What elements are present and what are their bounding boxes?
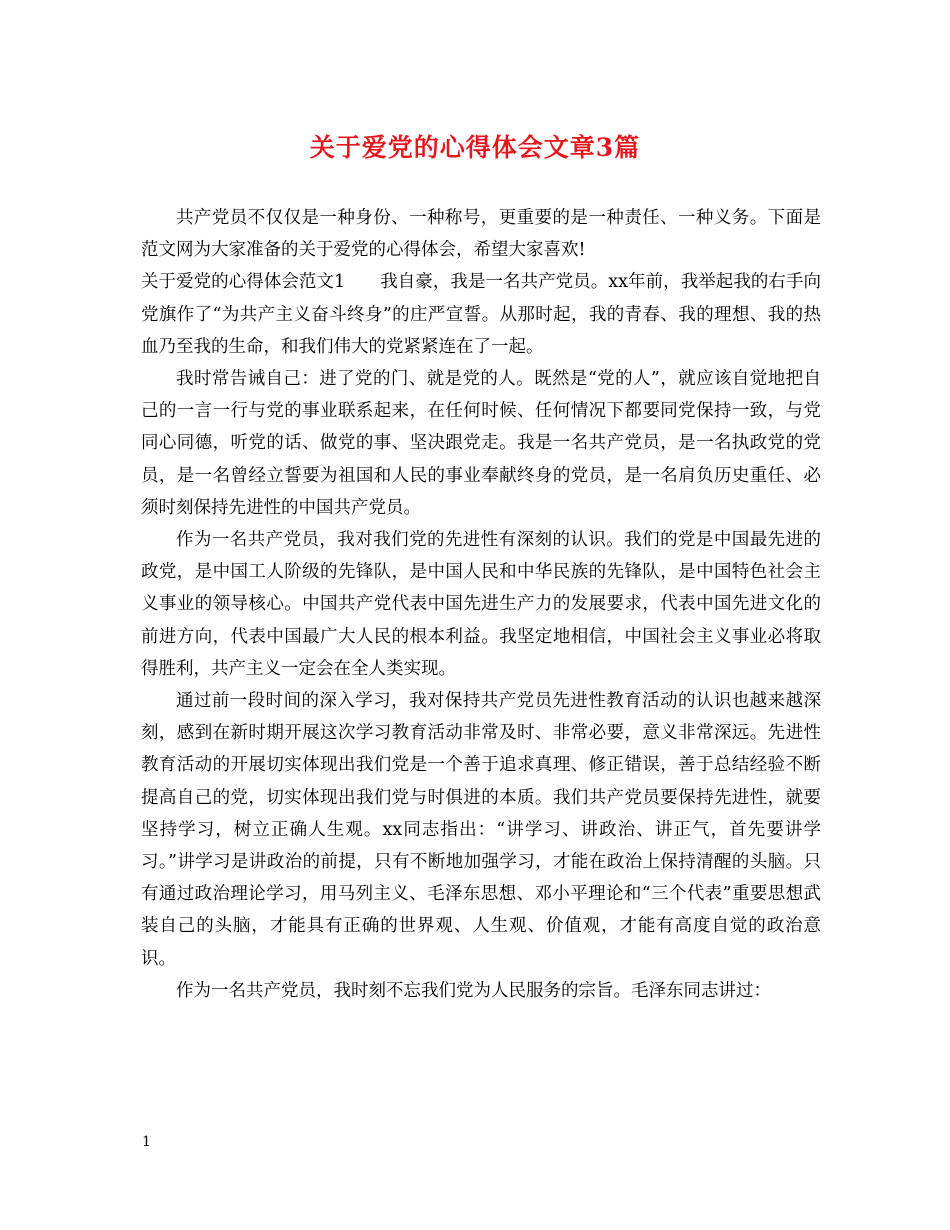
- paragraph: 作为一名共产党员，我时刻不忘我们党为人民服务的宗旨。毛泽东同志讲过：: [176, 980, 771, 1001]
- document-body: [141, 202, 821, 1007]
- paragraph: 我时常告诫自己：进了党的门、就是党的人。既然是“党的人”，就应该自觉地把自己的一言一行与党的事业联系起来，在任何时候、任何情况下都要同党保持一致，与党同心同德，听党的话、做党的事、坚决跟党走。我是一名共产党员，是一名执政党的党员，是一名曾经立誓要为祖国和人民的事业奉献终身的党员，是一名肩负历史重任、必须时刻保持先进性的中国共产党员。: [141, 369, 821, 518]
- paragraph: 作为一名共产党员，我对我们党的先进性有深刻的认识。我们的党是中国最先进的政党，是中国工人阶级的先锋队，是中国人民和中华民族的先锋队，是中国特色社会主义事业的领导核心。中国共产党代表中国先进生产力的发展要求，代表中国先进文化的前进方向，代表中国最广大人民的根本利益。我坚定地相信，中国社会主义事业必将取得胜利，共产主义一定会在全人类实现。: [141, 530, 821, 679]
- paragraph: 通过前一段时间的深入学习，我对保持共产党员先进性教育活动的认识也越来越深刻，感到在新时期开展这次学习教育活动非常及时、非常必要，意义非常深远。先进性教育活动的开展切实体现出我们党是一个善于追求真理、修正错误，善于总结经验不断提高自己的党，切实体现出我们党与时俱进的本质。我们共产党员要保持先进性，就要坚持学习，树立正确人生观。xx同志指出：“讲学习、讲政治、讲正气，首先要讲学习。”讲学习是讲政治的前提，只有不断地加强学习，才能在政治上保持清醒的头脑。只有通过政治理论学习，用马列主义、毛泽东思想、邓小平理论和“三个代表”重要思想武装自己的头脑，才能具有正确的世界观、人生观、价值观，才能有高度自觉的政治意识。: [141, 691, 821, 969]
- paragraph-intro: 共产党员不仅仅是一种身份、一种称号，更重要的是一种责任、一种义务。下面是范文网为大家准备的关于爱党的心得体会，希望大家喜欢!: [141, 208, 821, 261]
- document-title: 关于爱党的心得体会文章3篇: [309, 133, 641, 162]
- page-number: 1: [142, 1134, 151, 1150]
- paragraph-essay-1-start: 关于爱党的心得体会范文1 我自豪，我是一名共产党员。xx年前，我举起我的右手向党旗作了“为共产主义奋斗终身”的庄严宣誓。从那时起，我的青春、我的理想、我的热血乃至我的生命，和我们伟大的党紧紧连在了一起。: [141, 272, 821, 357]
